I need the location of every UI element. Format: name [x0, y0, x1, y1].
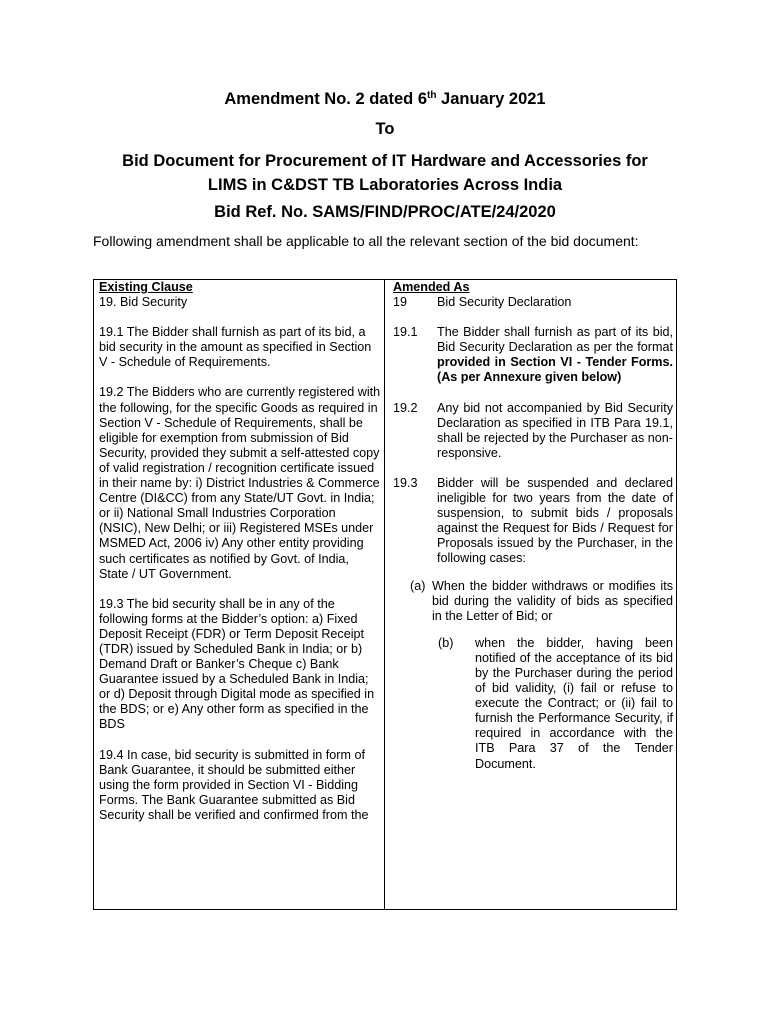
existing-clause-title: 19. Bid Security [99, 295, 188, 310]
amended-clause-19-3: 19.3 Bidder will be suspended and declared ineligible for two years from the date of suspension, to submit bids / proposals against the Request for Bids / Request for Proposals issued by the Purchaser, in the following cases: [393, 475, 673, 566]
existing-clause-19-4: 19.4 In case, bid security is submitted in form of Bank Guarantee, it should be submitted either using the form provided in Section VI - Bidding Forms. The Bank Guarantee submitted as Bid Security shall be verified and confirmed from the [99, 747, 369, 822]
document-title: Bid Document for Procurement of IT Hardware and Accessories for LIMS in C&DST TB Laboratories Across India [122, 152, 648, 194]
amendment-table [93, 279, 677, 910]
amended-title: 19 Bid Security Declaration [393, 295, 572, 310]
existing-clause-19-3: 19.3 The bid security shall be in any of the following forms at the Bidder’s option: a) Fixed Deposit Receipt (FDR) or Term Deposit Receipt (TDR) issued by Scheduled Bank in India; or b) Demand Draft or Banker’s Cheque c) Bank Guarantee issued by a Scheduled Bank in India; or d) Deposit through Digital mode as specified in the BDS; or e) Any other form as specified in the BDS [99, 596, 375, 732]
intro-paragraph: Following amendment shall be applicable to all the relevant section of the bid document: [93, 233, 639, 249]
amended-clause-19-1: 19.1 The Bidder shall furnish as part of its bid, Bid Security Declaration as per the format provided in Section VI - Tender Forms.(As per Annexure given below) [393, 325, 673, 385]
bid-reference: Bid Ref. No. SAMS/FIND/PROC/ATE/24/2020 [214, 203, 556, 221]
amended-clause-19-3-b: (b) when the bidder, having been notified of the acceptance of its bid by the Purchaser during the period of bid validity, (i) fail or refuse to execute the Contract; or (ii) fail to furnish the Performance Security, if required in accordance with the ITB Para 37 of the Tender Document. [438, 635, 673, 771]
amended-header: Amended As [393, 280, 470, 294]
existing-clause-column [99, 280, 381, 823]
amended-clause-19-3-a: (a) When the bidder withdraws or modifies its bid during the validity of bids as specified in the Letter of Bid; or [410, 578, 673, 623]
existing-clause-19-1: 19.1 The Bidder shall furnish as part of its bid, a bid security in the amount as specified in Section V - Schedule of Requirements. [99, 325, 372, 370]
amended-clause-19-2: 19.2 Any bid not accompanied by Bid Security Declaration as specified in ITB Para 19.1, shall be rejected by the Purchaser as non-responsive. [393, 400, 673, 460]
existing-clause-header: Existing Clause [99, 280, 193, 294]
amended-column [393, 280, 673, 772]
to-heading: To [375, 120, 395, 138]
amendment-heading: Amendment No. 2 dated 6th January 2021 [224, 90, 546, 108]
existing-clause-19-2: 19.2 The Bidders who are currently registered with the following, for the specific Goods as required in Section V - Schedule of Requirements, shall be eligible for exemption from submission of Bid Security, provided they submit a self-attested copy of valid registration / recognition certificate issued in their name by: i) District Industries & Commerce Centre (DI&CC) from any State/UT Govt. in India; or ii) National Small Industries Corporation (NSIC), New Delhi; or iii) Registered MSEs under MSMED Act, 2006 iv) Any other entity providing such certificates as notified by Govt. of India, State / UT Government. [99, 385, 381, 581]
column-divider [384, 280, 385, 909]
